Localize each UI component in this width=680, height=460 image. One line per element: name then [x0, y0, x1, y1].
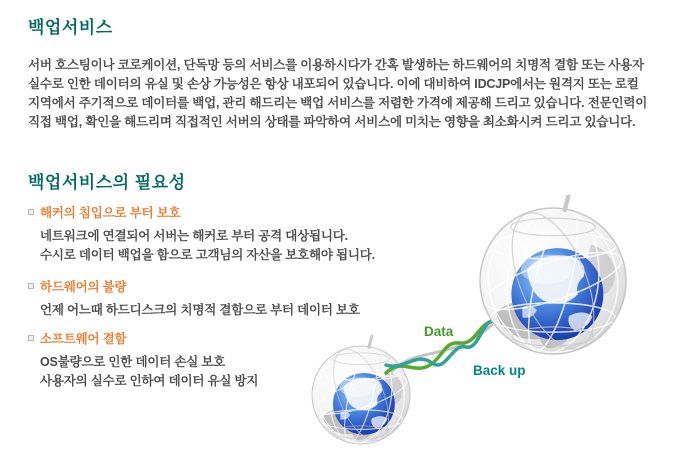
intro-line: 서버 호스팅이나 코로케이션, 단독망 등의 서비스를 이용하시다가 간혹 발생하는 하드웨어의 치명적 결함 또는 사용자 — [28, 58, 644, 72]
backup-label: Back up — [473, 363, 526, 378]
section-heading-text: 해커의 침입으로 부터 보호 — [40, 206, 181, 220]
section-text-line: 사용자의 실수로 인하여 데이터 유실 방지 — [40, 374, 259, 388]
section-software-defect — [28, 331, 258, 391]
globes-graphic — [280, 195, 680, 460]
small-globe — [309, 336, 413, 451]
globes-illustration — [280, 195, 680, 460]
intro-line: 지역에서 주기적으로 데이터를 백업, 관리 해드리는 백업 서비스를 저렴한 가격에 제공해 드리고 있습니다. 전문인력이 — [28, 96, 648, 110]
large-globe — [475, 195, 630, 364]
section-heading — [28, 331, 258, 347]
square-bullet-icon — [28, 335, 34, 341]
section-heading-text: 소프트웨어 결함 — [40, 332, 127, 346]
section-title: 백업서비스의 필요성 — [28, 173, 186, 192]
data-label: Data — [424, 324, 454, 339]
section-text-line: 네트워크에 연결되어 서버는 해커로 부터 공격 대상됩니다. — [40, 229, 348, 243]
intro-paragraph — [28, 56, 668, 132]
section-heading-text: 하드웨어의 불량 — [40, 280, 127, 294]
section-text-line: 수시로 데이터 백업을 함으로 고객님의 자산을 보호해야 됩니다. — [40, 248, 375, 262]
square-bullet-icon — [28, 209, 34, 215]
intro-line: 실수로 인한 데이터의 유실 및 손상 가능성은 항상 내포되어 있습니다. 이에 대비하여 IDCJP에서는 원격지 또는 로컬 — [28, 77, 639, 91]
section-text-line: 언제 어느때 하드디스크의 치명적 결함으로 부터 데이터 보호 — [40, 303, 360, 317]
section-text-line: OS불량으로 인한 데이터 손실 보호 — [40, 355, 226, 369]
intro-line: 직접 백업, 확인을 해드리며 직접적인 서버의 상태를 파악하여 서비스에 미치는 영향을 최소화시켜 드리고 있습니다. — [28, 115, 636, 129]
page-title: 백업서비스 — [28, 18, 113, 37]
square-bullet-icon — [28, 283, 34, 289]
